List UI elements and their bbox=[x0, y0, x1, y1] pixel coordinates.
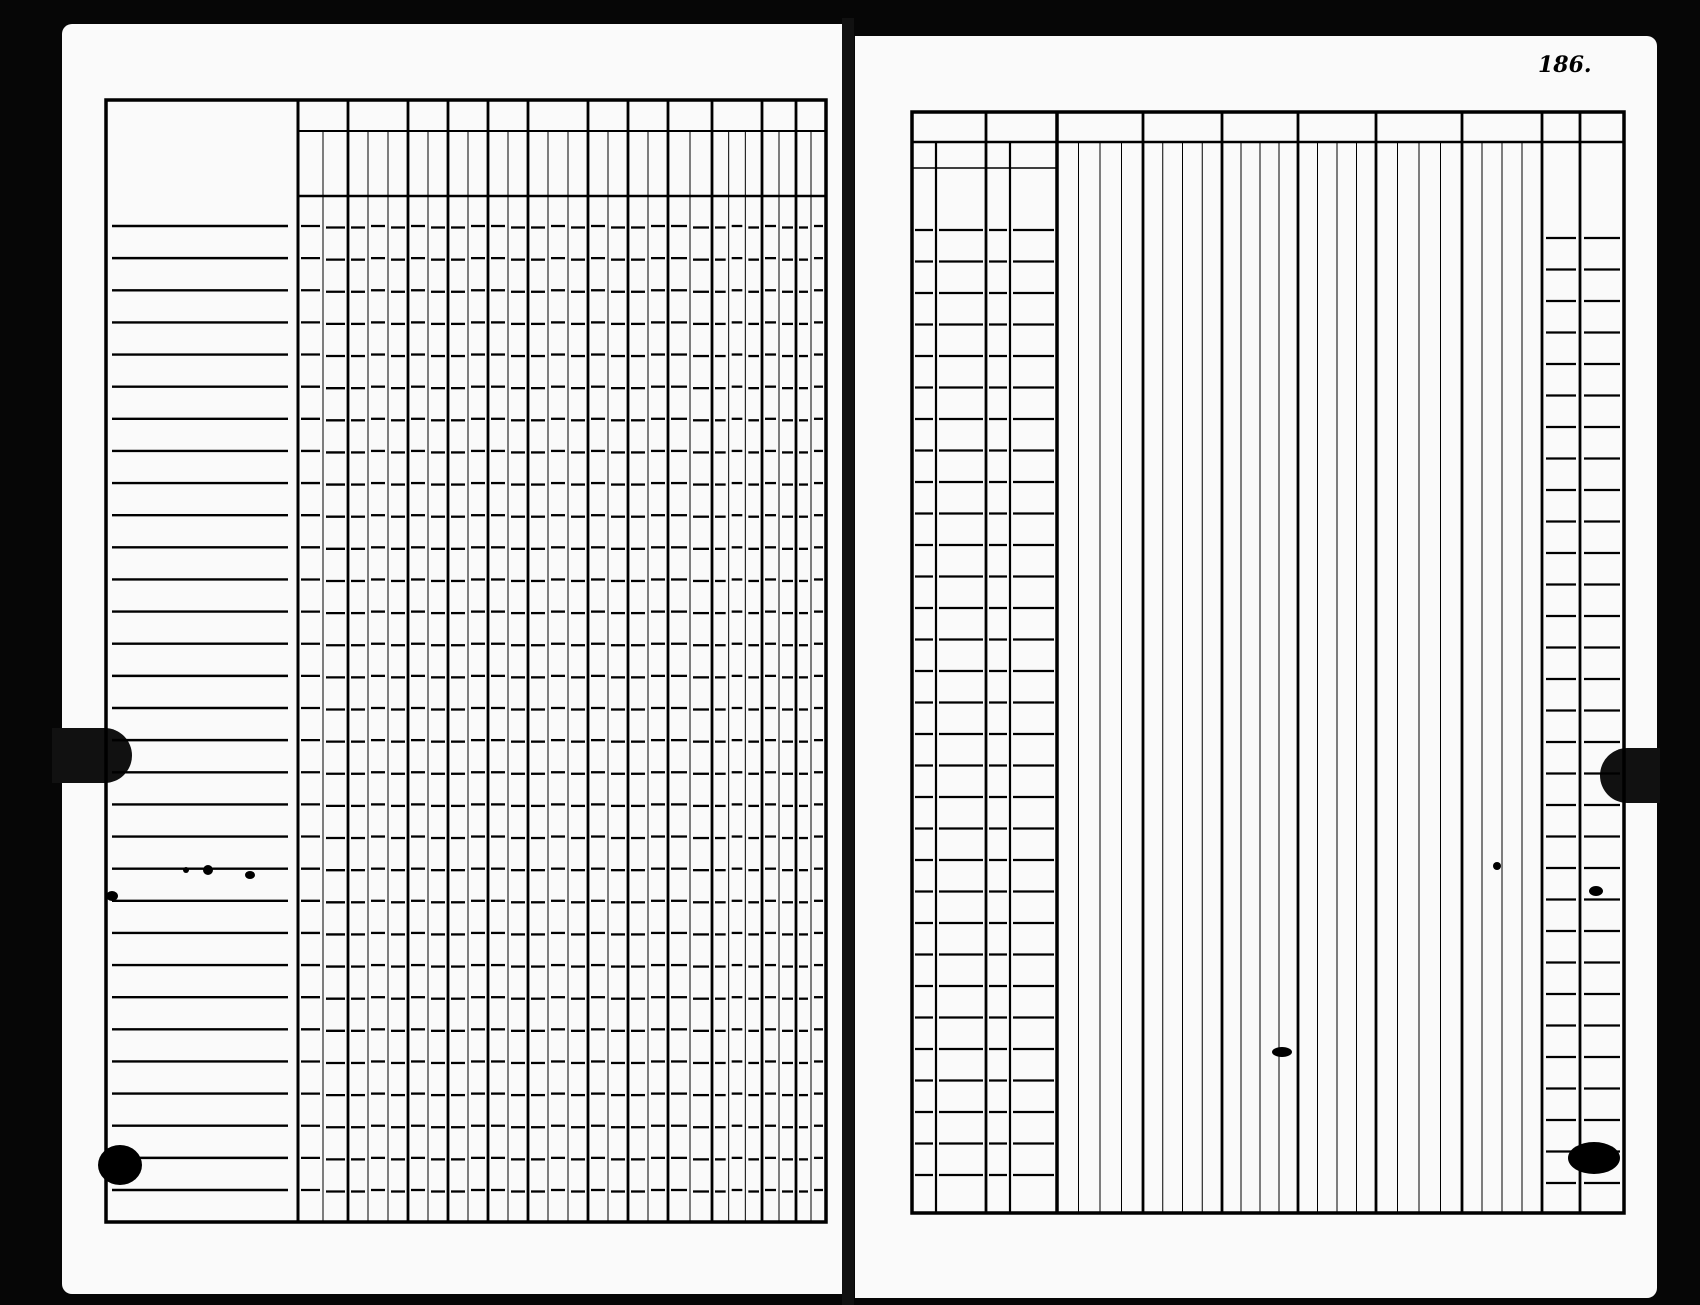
left-group-header bbox=[349, 102, 407, 130]
left-group-header bbox=[629, 102, 667, 130]
right-group-header bbox=[1581, 114, 1623, 140]
left-group-header bbox=[299, 102, 347, 130]
left-group-header bbox=[589, 102, 627, 130]
left-group-header bbox=[713, 102, 761, 130]
left-group-header bbox=[529, 102, 587, 130]
right-group-header bbox=[1144, 114, 1221, 140]
left-group-header bbox=[489, 102, 527, 130]
right-group-header bbox=[1377, 114, 1461, 140]
ink-spot bbox=[1272, 1047, 1292, 1057]
date-sub-header bbox=[936, 144, 986, 167]
ink-blot bbox=[1568, 1142, 1620, 1174]
right-group-header bbox=[1299, 114, 1375, 140]
left-group-header bbox=[763, 102, 795, 130]
ink-spot bbox=[1493, 862, 1501, 870]
date-sub-header bbox=[986, 144, 1010, 167]
left-group-header bbox=[409, 102, 447, 130]
left-group-header bbox=[449, 102, 487, 130]
right-group-header bbox=[1543, 114, 1579, 140]
right-frame bbox=[912, 112, 1624, 1213]
date-sub-header bbox=[1010, 144, 1057, 167]
right-group-header bbox=[1058, 114, 1142, 140]
right-group-header bbox=[913, 114, 985, 140]
right-group-header bbox=[987, 114, 1056, 140]
left-group-header bbox=[797, 102, 825, 130]
page-number: 186. bbox=[1538, 52, 1592, 78]
date-sub-header bbox=[912, 144, 936, 167]
right-group-header bbox=[1223, 114, 1297, 140]
left-group-header bbox=[669, 102, 711, 130]
ink-spot bbox=[1589, 886, 1603, 896]
right-group-header bbox=[1463, 114, 1541, 140]
